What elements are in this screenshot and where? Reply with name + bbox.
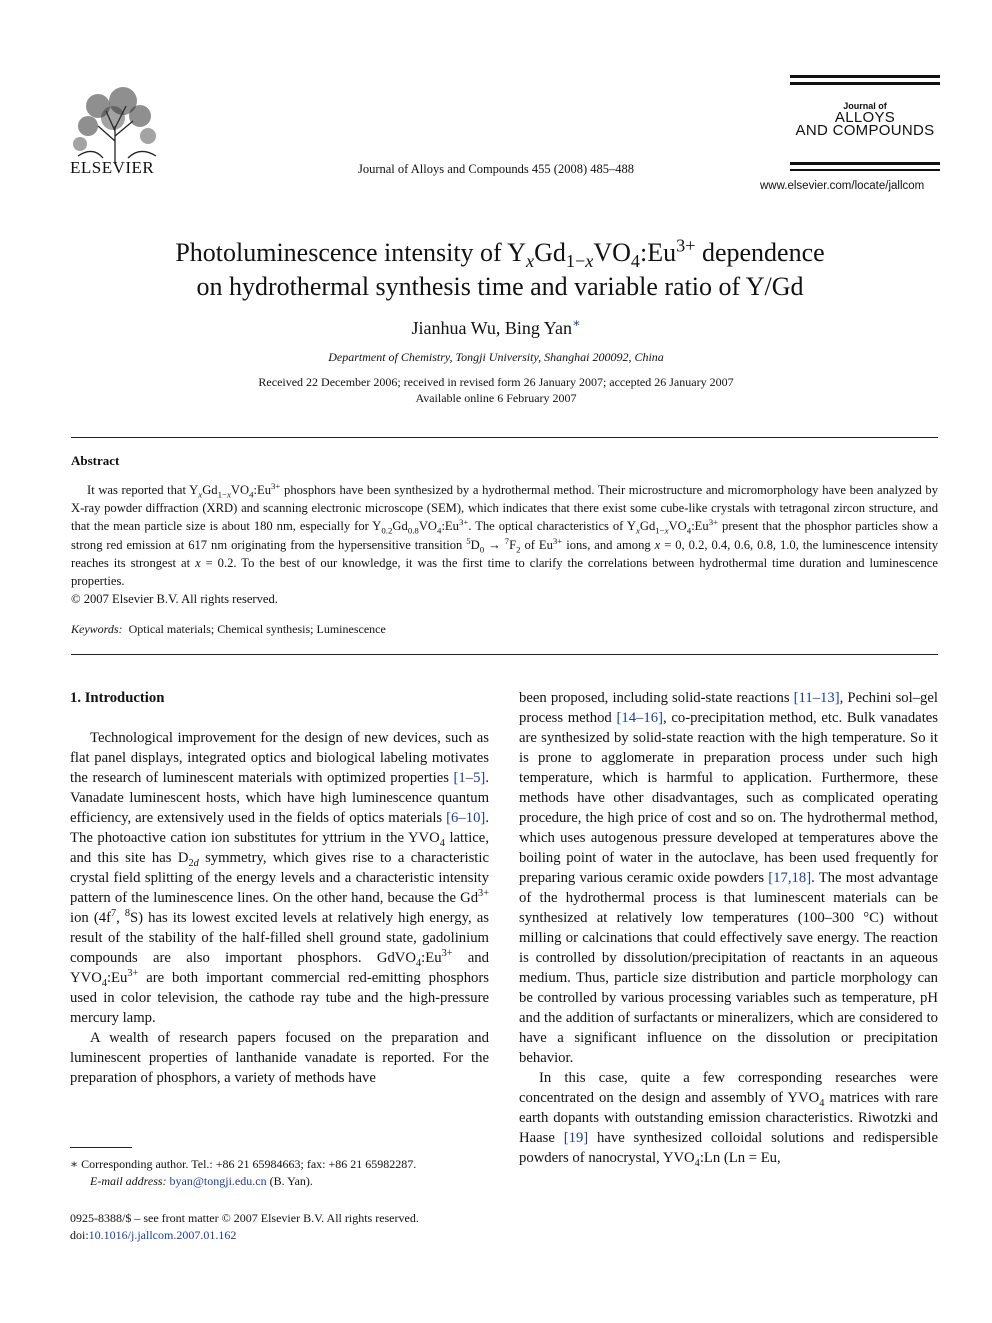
keywords-label: Keywords:: [71, 622, 123, 636]
email-suffix: (B. Yan).: [269, 1174, 313, 1188]
abstract-copyright: © 2007 Elsevier B.V. All rights reserved.: [71, 592, 278, 607]
affiliation: Department of Chemistry, Tongji University, Shanghai 200092, China: [328, 350, 664, 364]
body-paragraph: A wealth of research papers focused on the preparation and luminescent properties of lanthanide vanadate is reported. For the preparation of phosphors, a variety of methods have: [70, 1030, 489, 1086]
body-paragraph: In this case, quite a few corresponding researches were concentrated on the design and assembly of $YVO_4$ matrices with rare earth dopants with outstanding emission characteristics. Riwotzki and Haase [19] have synthesized colloidal solutions and redispersible powders of nanocrystal, $YVO_4:Ln$ (Ln = Eu,: [519, 1070, 938, 1169]
abstract-body: [71, 481, 938, 608]
received-dates: Received 22 December 2006; received in revised form 26 January 2007; accepted 26 January 2007: [258, 375, 734, 389]
body-paragraph: been proposed, including solid-state reactions [11–13], Pechini sol–gel process method [14–16], co-precipitation method, etc. Bulk vanadates are synthesized by solid-state reaction with the high temperature. So it is prone to agglomerate in preparation process under such high temperature, which is harmful to application. Furthermore, these methods have other disadvantages, such as complicated operating procedure, the high price of cost and so on. The hydrothermal method, which uses autogenous pressure developed at temperatures above the boiling point of water in the autoclave, has been used frequently for preparing various ceramic oxide powders [17,18]. The most advantage of the hydrothermal process is that luminescent materials can be synthesized at relatively low temperatures (100–300 °C) without milling or calcinations that could effectively save energy. The reaction is controlled by dissolution/precipitation of reactants in an aqueous medium. Thus, particle size distribution and particle morphology can be controlled by various processing variables such as temperature, pH and the addition of surfactants or mineralizers, which are considered to have a significant influence on the dissolution or precipitation behavior.: [519, 690, 939, 1066]
journal-url[interactable]: www.elsevier.com/locate/jallcom: [760, 180, 925, 192]
article-title: Photoluminescence intensity of $Y_xGd_{1-x}VO_4:Eu^{3+}$ dependence on hydrothermal synthesis time and variable ratio of Y/Gd: [175, 235, 825, 301]
email-link[interactable]: byan@tongji.edu.cn: [169, 1174, 267, 1188]
abstract-heading: Abstract: [71, 453, 120, 468]
online-date: Available online 6 February 2007: [415, 391, 577, 405]
divider: [71, 654, 938, 655]
citation-link[interactable]: [1–5]: [453, 770, 486, 786]
journal-logo-line1: Journal of: [843, 101, 887, 111]
citation-link[interactable]: [17,18]: [768, 870, 812, 886]
keywords: [71, 622, 386, 637]
front-matter-line: 0925-8388/$ – see front matter © 2007 Elsevier B.V. All rights reserved.: [70, 1211, 419, 1225]
body-paragraph: Technological improvement for the design of new devices, such as flat panel displays, integrated optics and biological labeling motivates the research of luminescent materials with optimized properties [1–5]. Vanadate luminescent hosts, which have high luminescence quantum efficiency, are extensively used in the fields of optics materials [6–10]. The photoactive cation ion substitutes for yttrium in the $YVO_4$ lattice, and this site has $D_{2d}$ symmetry, which gives rise to a characteristic crystal field splitting of the energy levels and a characteristic intensity pattern of the luminescence lines. On the other hand, because the $Gd^{3+}$ ion ($4f^7$, $^8$S) has its lowest excited levels at relatively high energy, as result of the stability of the half-filled shell ground state, gadolinium compounds are also important phosphors. $GdVO_4:Eu^{3+}$ and $YVO_4:Eu^{3+}$ are both important commercial red-emitting phosphors used in color television, the cathode ray tube and the high-pressure mercury lamp.: [70, 730, 490, 1026]
author-names: Jianhua Wu, Bing Yan: [411, 318, 572, 338]
logo-rule: [790, 162, 940, 165]
corresponding-author-link[interactable]: ∗: [571, 316, 581, 330]
publisher-name: ELSEVIER: [70, 158, 155, 177]
keywords-value: Optical materials; Chemical synthesis; Luminescence: [128, 622, 386, 636]
citation-link[interactable]: [6–10]: [446, 810, 486, 826]
footnote: [70, 1156, 416, 1190]
front-matter: [70, 1210, 419, 1244]
citation-link[interactable]: [19]: [563, 1130, 589, 1146]
divider: [71, 437, 938, 438]
corresponding-author-note: ∗ Corresponding author. Tel.: +86 21 65984663; fax: +86 21 65982287.: [70, 1157, 417, 1171]
doi-label: doi:: [70, 1228, 89, 1242]
citation-link[interactable]: [14–16]: [616, 710, 663, 726]
doi-line: [70, 1227, 419, 1244]
journal-citation: Journal of Alloys and Compounds 455 (2008) 485–488: [357, 162, 635, 176]
logo-rule: [790, 75, 940, 78]
citation-link[interactable]: [11–13]: [793, 690, 840, 706]
section-heading: 1. Introduction: [70, 690, 165, 706]
authors: [0, 318, 992, 339]
article-dates: [0, 374, 992, 406]
journal-logo-compounds: AND COMPOUNDS: [795, 122, 935, 139]
email-label: E-mail address:: [90, 1174, 167, 1188]
journal-logo-alloys: ALLOYS: [834, 109, 896, 126]
article-title-line2: on hydrothermal synthesis time and variable ratio of Y/Gd: [196, 272, 804, 301]
body-column-right: [519, 688, 938, 1168]
journal-logo: [790, 75, 940, 167]
journal-logo-line2: [790, 111, 940, 137]
footnote-divider: [70, 1147, 132, 1148]
logo-rule: [790, 82, 940, 85]
doi-link[interactable]: 10.1016/j.jallcom.2007.01.162: [88, 1228, 237, 1242]
email-line: [70, 1173, 416, 1190]
logo-rule: [790, 169, 940, 171]
body-column-left: [70, 688, 489, 1088]
abstract-paragraph: It was reported that $Y_xGd_{1-x}VO_4:Eu^{3+}$ phosphors have been synthesized by a hydrothermal method. Their microstructure and micromorphology have been analyzed by X-ray powder diffraction (XRD) and scanning electronic microscope (SEM), which indicates that there exist some cube-like crystals with tetragonal zircon structure, and that the mean particle size is about 180 nm, especially for $Y_{0.2}Gd_{0.8}VO_4:Eu^{3+}$. The optical characteristics of $Y_xGd_{1-x}VO_4:Eu^{3+}$ present that the phosphor particles show a strong red emission at 617 nm originating from the hypersensitive transition $^5D_0 \to ^7F_2$ of $Eu^{3+}$ ions, and among x = 0, 0.2, 0.4, 0.6, 0.8, 1.0, the luminescence intensity reaches its strongest at x = 0.2. To the best of our knowledge, it was the first time to clarify the correlations between hydrothermal time duration and luminescence properties.: [71, 480, 939, 589]
